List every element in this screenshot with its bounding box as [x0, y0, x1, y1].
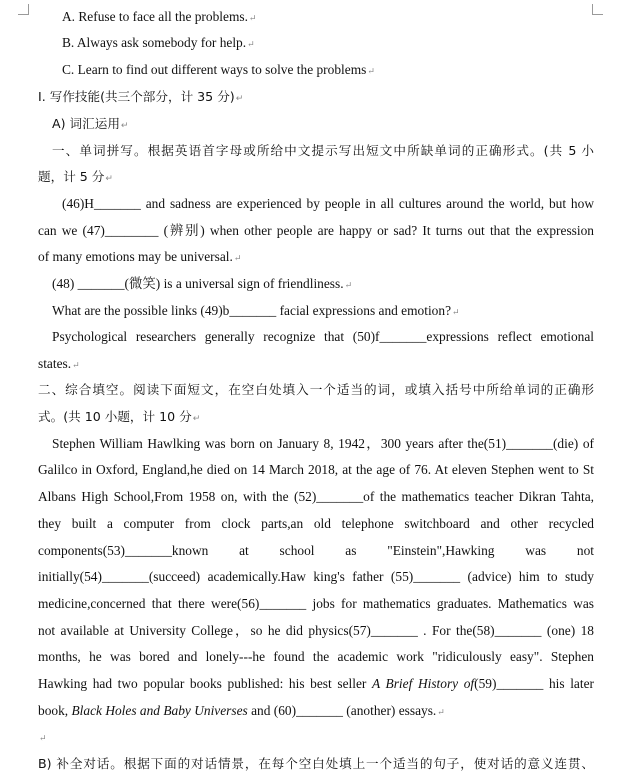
passage1-line6: Psychological researchers generally recognize that (50)f_______expressions reflect emotional: [52, 329, 594, 344]
passage2-line2: Galilco in Oxford, England,he died on 14 March 2018, at the age of 76. At eleven Stephen went to St: [38, 462, 594, 477]
section-heading-writing: I. 写作技能(共三个部分，计 35 分)↵: [38, 89, 244, 104]
instruction-spelling-cont: 题，计 5 分↵: [38, 169, 113, 184]
instruction-dialogue: B) 补全对话。根据下面的对话情景，在每个空白处填上一个适当的句子，使对话的意义连贯、: [38, 756, 594, 771]
book-title-brief-history: A Brief History of: [371, 676, 475, 691]
passage1-line7: states.↵: [38, 356, 80, 371]
instruction-spelling: 一、单词拼写。根据英语首字母或所给中文提示写出短文中所缺单词的正确形式。(共 5 小: [52, 143, 594, 158]
option-c: C. Learn to find out different ways to solve the problems↵: [62, 62, 375, 77]
passage2-line1: Stephen William Hawlking was born on January 8, 1942，300 years after the(51)_______(die) of: [52, 436, 594, 451]
passage1-line5: What are the possible links (49)b_______ facial expressions and emotion?↵: [52, 303, 460, 318]
empty-paragraph: ↵: [39, 733, 47, 743]
passage1-line2: can we (47)________ (辨别) when other people are happy or sad? It turns out that the expression: [38, 223, 594, 238]
passage2-line8: not available at University College，so he did physics(57)_______ . For the(58)_______ (one) 18: [38, 623, 594, 638]
passage2-line11: book, Black Holes and Baby Universes and (60)_______ (another) essays.↵: [38, 703, 445, 718]
passage2-line10: Hawking had two popular books published: his best seller A Brief History of(59)_______ his later: [38, 676, 594, 691]
option-b: B. Always ask somebody for help.↵: [62, 35, 255, 50]
option-a: A. Refuse to face all the problems.↵: [62, 9, 257, 24]
passage2-line3: Albans High School,From 1958 on, with the (52)_______of the mathematics teacher Dikran Tahta,: [38, 489, 594, 504]
passage2-line7: medicine,concerned that there were(56)_______ jobs for mathematics graduates. Mathematics was: [38, 596, 594, 611]
subsection-heading-vocabulary: A) 词汇运用↵: [52, 116, 129, 131]
passage2-line9: months, he was bored and lonely---he found the academic work "ridiculously easy". Stephen: [38, 649, 594, 664]
passage1-line3: of many emotions may be universal.↵: [38, 249, 242, 264]
instruction-cloze: 二、综合填空。阅读下面短文，在空白处填入一个适当的词，或填入括号中所给单词的正确形: [38, 382, 594, 397]
book-title-black-holes: Black Holes and Baby Universes: [71, 703, 248, 718]
passage1-line1: (46)H_______ and sadness are experienced by people in all cultures around the world, but how: [62, 196, 594, 211]
passage2-line6: initially(54)_______(succeed) academically.Haw king's father (55)_______ (advice) him to study: [38, 569, 594, 584]
passage2-line4: they built a computer from clock parts,an old telephone switchboard and other recycled: [38, 516, 594, 531]
passage2-line5: components(53)_______known at school as "Einstein",Hawking was not: [38, 543, 594, 558]
instruction-cloze-cont: 式。(共 10 小题，计 10 分↵: [38, 409, 201, 424]
passage1-line4: (48) _______(微笑) is a universal sign of friendliness.↵: [52, 276, 353, 291]
page-corner-marker-left: [18, 4, 29, 15]
